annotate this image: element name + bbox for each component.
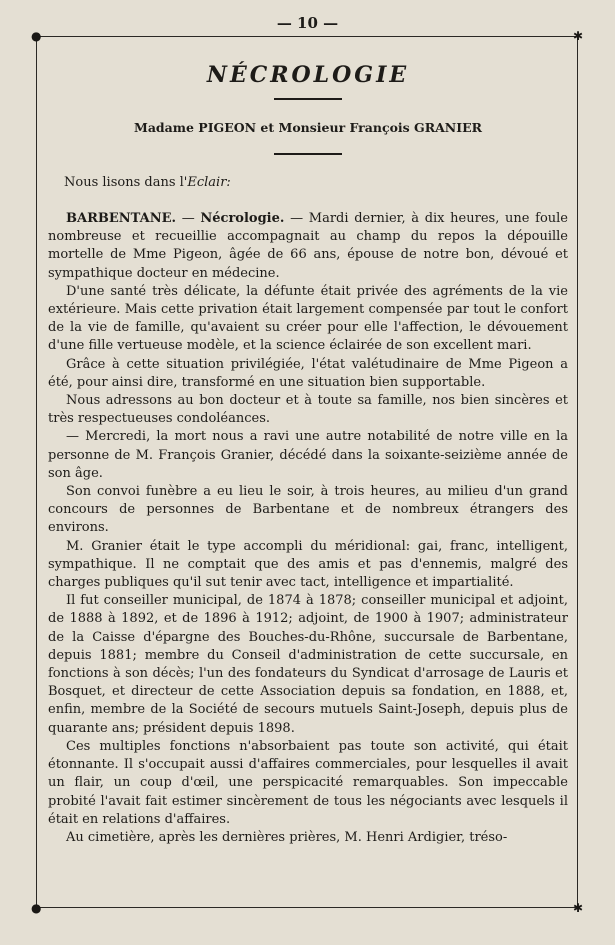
article-place: BARBENTANE.	[66, 211, 177, 226]
intro-source: Eclair:	[187, 175, 231, 190]
article-paragraph: Il fut conseiller municipal, de 1874 à 1878; conseiller municipal et adjoint, de 1888 à 1892, et de 1896 à 1912; adjoint, de 1900 à 1907; administrateur de la Caisse d'épargne des Bouches-du-Rhône, succursale de Barbentane, depuis 1881; membre du Conseil d'administration de cette succursale, en fonctions à son décès; l'un des fondateurs du Syndicat d'arrosage de Lauris et Bosquet, et directeur de cette Association depuis sa fondation, en 1888, et, enfin, membre de la Société de secours mutuels Saint-Joseph, depuis plus de quarante ans; président depuis 1898.	[48, 593, 568, 736]
article-paragraph: Au cimetière, après les dernières prières, M. Henri Ardigier, tréso-	[66, 829, 508, 845]
corner-ornament-top-right: ✱	[573, 29, 584, 43]
article-heading: Nécrologie.	[200, 211, 285, 226]
article-paragraph: Grâce à cette situation privilégiée, l'état valétudinaire de Mme Pigeon a été, pour ainsi dire, transformé en une situation bien supportable.	[48, 356, 568, 390]
title-divider	[274, 98, 342, 100]
article-subtitle: Madame PIGEON et Monsieur François GRANIER	[134, 120, 482, 135]
article-paragraph: M. Granier était le type accompli du méridional: gai, franc, intelligent, sympathique. Il ne comptait que des amis et pas d'ennemis, malgré des charges publiques qu'il sut tenir avec tact, intelligence et impartialité.	[48, 538, 568, 591]
corner-ornament-top-left: ●	[31, 29, 42, 43]
article-content	[48, 56, 568, 847]
article-paragraph: Ces multiples fonctions n'absorbaient pas toute son activité, qui était étonnante. Il s'occupait aussi d'affaires commerciales, pour lesquelles il avait un flair, un coup d'œil, une perspicacité remarquables. Son impeccable probité l'avait fait estimer sincèrement de tous les négociants avec lesquels il était en relations d'affaires.	[48, 738, 568, 827]
article-paragraph: BARBENTANE. — Nécrologie. — Mardi dernier, à dix heures, une foule nombreuse et recueillie accompagnait au champ du repos la dépouille mortelle de Mme Pigeon, âgée de 66 ans, épouse de notre bon, dévoué et sympathique docteur en médecine.	[48, 211, 568, 281]
article-body	[48, 210, 568, 847]
article-paragraph: Nous adressons au bon docteur et à toute sa famille, nos bien sincères et très respectueuses condoléances.	[48, 393, 568, 427]
article-paragraph: — Mercredi, la mort nous a ravi une autre notabilité de notre ville en la personne de M. François Granier, décédé dans la soixante-seizième année de son âge.	[48, 429, 568, 481]
intro-line	[64, 175, 568, 190]
article-paragraph: D'une santé très délicate, la défunte était privée des agréments de la vie extérieure. Mais cette privation était largement compensée par tout le confort de la vie de famille, qu'avaient su créer pour elle l'affection, le dévouement d'une fille vertueuse modèle, et la science éclairée de son excellent mari.	[48, 283, 568, 354]
page-title: NÉCROLOGIE	[206, 62, 410, 88]
intro-text: Nous lisons dans l'	[64, 175, 188, 190]
article-paragraph: Son convoi funèbre a eu lieu le soir, à trois heures, au milieu d'un grand concours de personnes de Barbentane et de nombreux étrangers des environs.	[48, 484, 568, 536]
corner-ornament-bottom-left: ●	[31, 901, 42, 915]
paragraph-text: — Mardi dernier, à dix heures, une foule nombreuse et recueillie accompagnait au champ du repos la dépouille mortelle de Mme Pigeon, âgée de 66 ans, épouse de notre bon, dévoué et sympathique docteur en médecine.	[48, 211, 568, 281]
subtitle-divider	[274, 153, 342, 155]
page-number: — 10 —	[276, 14, 339, 32]
corner-ornament-bottom-right: ✱	[573, 901, 584, 915]
